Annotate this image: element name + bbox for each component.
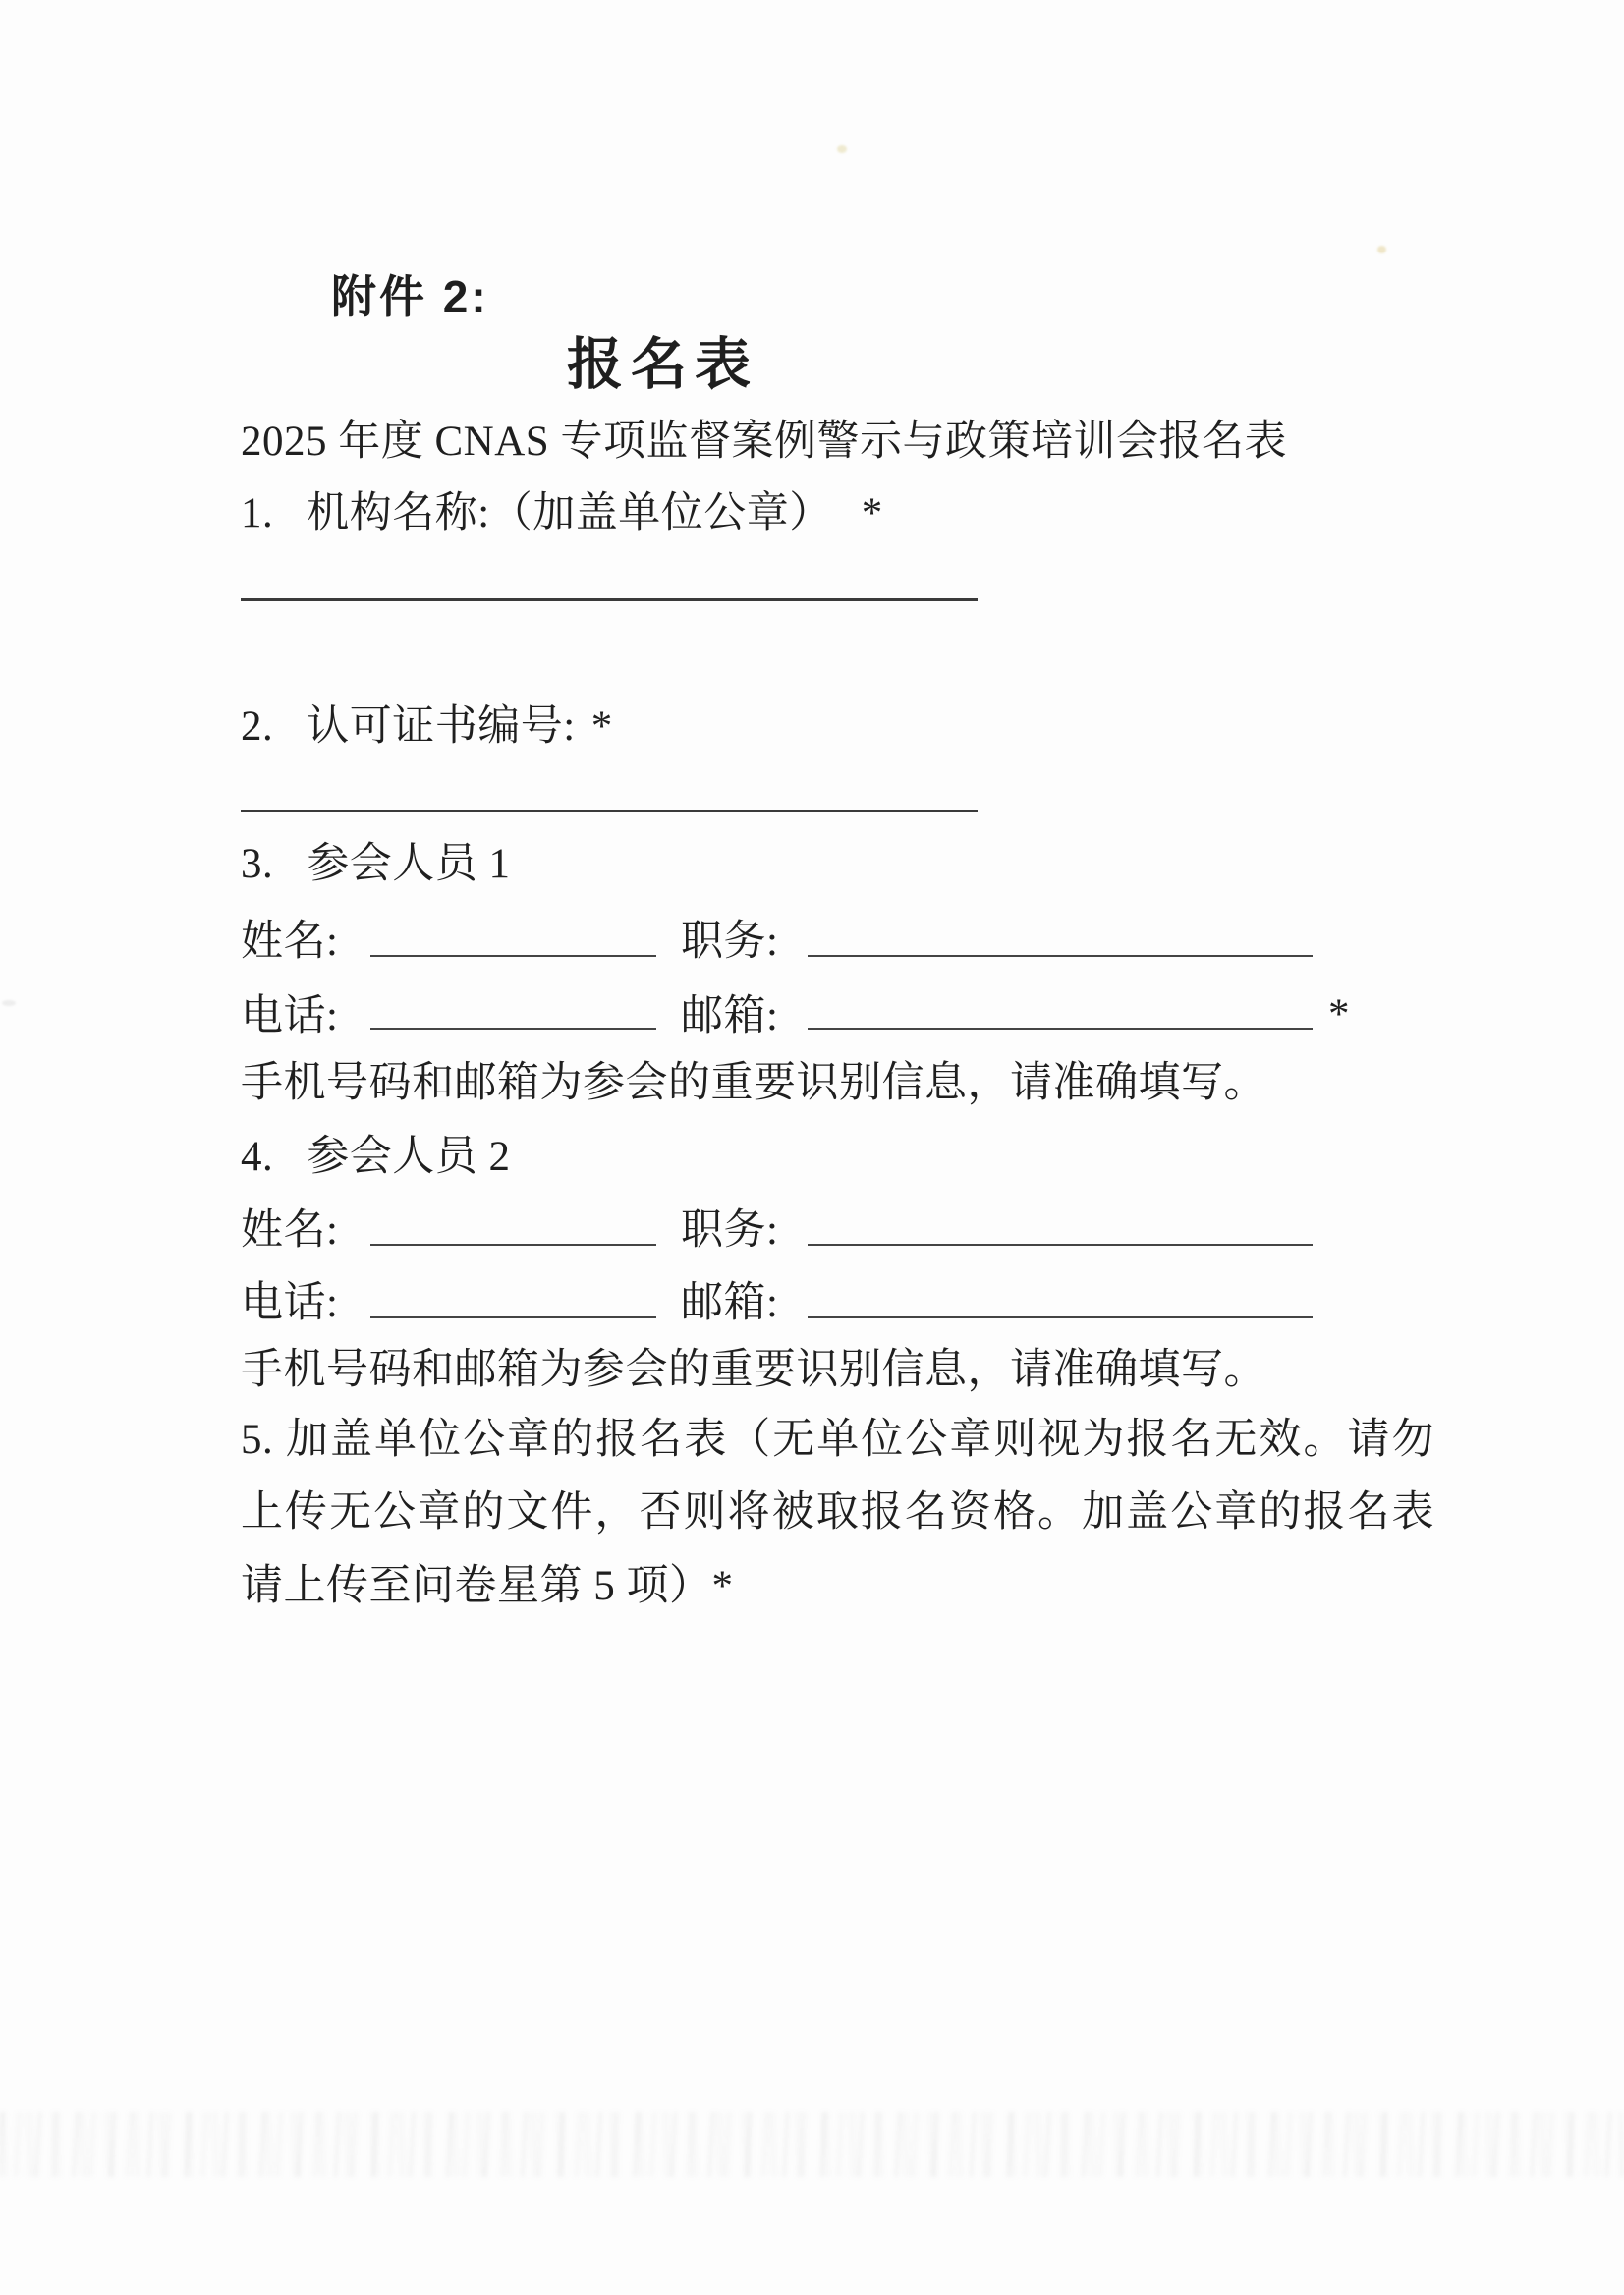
cert-no-item [241,702,613,752]
contact-note: 手机号码和邮箱为参会的重要识别信息，请准确填写。 [241,1060,1266,1106]
attendee2-item [241,1133,511,1182]
attendee2-label: 参会人员 2 [307,1134,511,1180]
name-blank-line [370,955,656,957]
org-name-item [241,489,883,538]
item-number: 4. [241,1134,274,1180]
org-name-label: 机构名称:（加盖单位公章） [307,490,832,536]
required-asterisk: * [590,703,613,750]
document-title: 报名表 [567,333,758,396]
email-label: 邮箱: [681,993,779,1039]
required-asterisk: * [1328,991,1350,1037]
cert-no-label: 认可证书编号: [307,703,576,750]
phone-label: 电话: [241,993,339,1039]
job-title-label: 职务: [681,919,779,965]
phone-blank-line [370,1316,656,1318]
scan-speck [837,145,847,153]
phone-label: 电话: [241,1280,339,1326]
name-label: 姓名: [241,919,339,965]
name-blank-line [370,1244,656,1246]
item-number: 2. [241,703,274,750]
job-title-blank-line [808,1244,1313,1246]
attendee1-item [241,840,511,889]
item-number: 3. [241,841,274,887]
stamp-instruction-line3: 请上传至问卷星第 5 项）* [241,1563,734,1609]
email-label: 邮箱: [681,1280,779,1326]
scan-noise-band [0,2112,1624,2177]
org-name-blank-line [241,598,978,601]
required-asterisk: * [861,490,883,536]
job-title-label: 职务: [681,1207,779,1254]
form-subtitle: 2025 年度 CNAS 专项监督案例警示与政策培训会报名表 [241,419,1287,465]
scan-speck [1377,246,1386,253]
job-title-blank-line [808,955,1313,957]
email-blank-line [808,1316,1313,1318]
attachment-label: 附件 2: [331,271,489,322]
contact-note: 手机号码和邮箱为参会的重要识别信息，请准确填写。 [241,1347,1266,1393]
stamp-instruction-line1: 5. 加盖单位公章的报名表（无单位公章则视为报名无效。请勿 [241,1417,1434,1463]
attendee1-label: 参会人员 1 [307,841,511,887]
scan-speck [2,1000,16,1006]
email-blank-line [808,1028,1313,1030]
item-number: 1. [241,490,274,536]
phone-blank-line [370,1028,656,1030]
stamp-instruction-line2: 上传无公章的文件，否则将被取报名资格。加盖公章的报名表 [241,1489,1434,1536]
name-label: 姓名: [241,1207,339,1254]
cert-no-blank-line [241,810,978,812]
